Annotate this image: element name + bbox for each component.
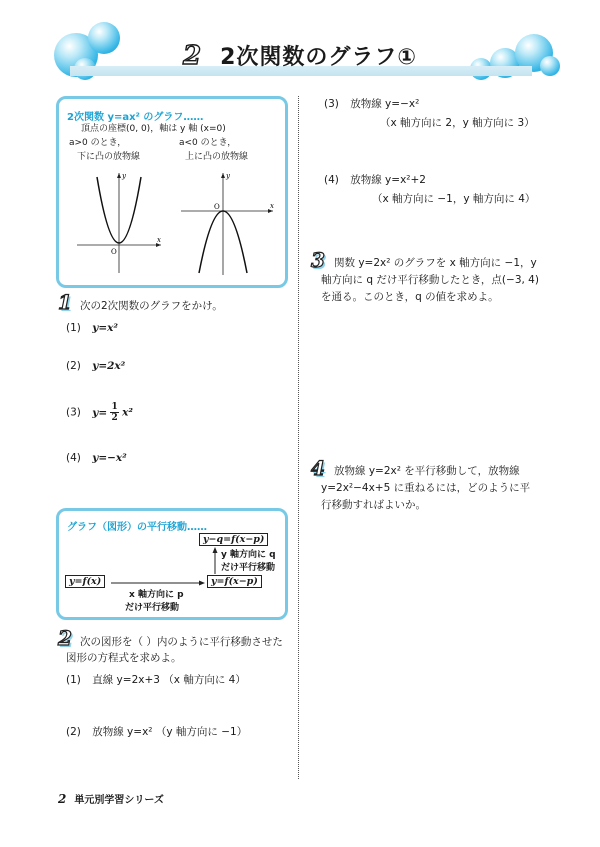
series-name: 単元別学習シリーズ bbox=[74, 795, 164, 806]
q1-item-1 bbox=[66, 320, 118, 336]
formula-final: y−q=f(x−p) bbox=[199, 533, 268, 546]
y-shift-line-1: y 軸方向に q bbox=[221, 550, 276, 560]
vertex-axis-note: 頂点の座標(0, 0)，軸は y 軸 (x=0) bbox=[81, 124, 226, 134]
question-number-1: 1 bbox=[58, 290, 72, 314]
q2-item-3-condition: （x 軸方向に 2，y 軸方向に 3） bbox=[380, 117, 535, 129]
item-expr: 放物線 y=−x² bbox=[350, 98, 420, 110]
svg-text:O: O bbox=[111, 248, 117, 256]
question-4-text-3: 行移動すればよいか。 bbox=[321, 499, 426, 511]
x-shift-line-1: x 軸方向に p bbox=[129, 590, 184, 600]
question-2-text-1: 次の図形を（ ）内のように平行移動させた bbox=[80, 636, 283, 648]
graph-upward-parabola bbox=[69, 169, 167, 277]
cond-positive: a>0 のとき， bbox=[69, 138, 127, 148]
item-label: (3) bbox=[66, 406, 81, 419]
desc-negative: 上に凸の放物線 bbox=[185, 152, 249, 162]
chapter-number: 2 bbox=[182, 41, 203, 71]
q2-item-4-condition: （x 軸方向に −1，y 軸方向に 4） bbox=[372, 193, 536, 205]
translation-arrows bbox=[59, 511, 285, 617]
page-footer bbox=[58, 791, 164, 806]
box-heading: グラフ（図形）の平行移動…… bbox=[67, 522, 207, 533]
item-expr-post: x² bbox=[122, 406, 133, 419]
item-expr-pre: y= bbox=[92, 406, 108, 419]
item-label: (1) bbox=[66, 322, 81, 334]
q1-item-2 bbox=[66, 358, 125, 374]
q1-item-4 bbox=[66, 450, 127, 466]
item-label: (1) bbox=[66, 674, 81, 686]
question-2-text-2: 図形の方程式を求めよ。 bbox=[66, 652, 182, 664]
summary-box-quadratic bbox=[56, 96, 288, 288]
item-label: (3) bbox=[324, 98, 339, 110]
question-number-3: 3 bbox=[311, 248, 325, 272]
svg-text:x: x bbox=[270, 202, 274, 210]
desc-positive: 下に凸の放物線 bbox=[77, 152, 141, 162]
chapter-title: 2次関数のグラフ① bbox=[220, 45, 418, 70]
question-number-4: 4 bbox=[311, 456, 325, 480]
question-4-text-2: y=2x²−4x+5 に重ねるには，どのように平 bbox=[321, 482, 531, 494]
question-3-text-2: 軸方向に q だけ平行移動したとき，点(−3, 4) bbox=[321, 274, 539, 286]
svg-text:O: O bbox=[214, 203, 220, 211]
item-expr: y=x² bbox=[92, 322, 118, 334]
svg-text:y: y bbox=[226, 172, 230, 180]
question-3-text-1: 関数 y=2x² のグラフを x 軸方向に −1，y bbox=[334, 257, 537, 269]
item-label: (4) bbox=[66, 452, 81, 464]
item-expr: 放物線 y=x²+2 bbox=[350, 174, 426, 186]
fraction-numerator: 1 bbox=[111, 402, 118, 412]
q2-item-3 bbox=[324, 96, 419, 112]
item-expr: y=−x² bbox=[92, 452, 127, 464]
formula-start: y=f(x) bbox=[65, 575, 105, 588]
graph-downward-parabola bbox=[175, 169, 279, 277]
item-label: (2) bbox=[66, 726, 81, 738]
fraction-denominator: 2 bbox=[111, 413, 118, 423]
formula-mid: y=f(x−p) bbox=[207, 575, 262, 588]
summary-box-translation bbox=[56, 508, 288, 620]
svg-text:y: y bbox=[122, 172, 126, 180]
page-title bbox=[0, 40, 600, 71]
question-number-2: 2 bbox=[58, 626, 72, 650]
q2-item-4 bbox=[324, 172, 426, 188]
q2-item-2 bbox=[66, 724, 247, 740]
item-label: (2) bbox=[66, 360, 81, 372]
cond-negative: a<0 のとき， bbox=[179, 138, 237, 148]
fraction bbox=[110, 402, 118, 423]
item-expr: y=2x² bbox=[92, 360, 126, 372]
column-divider bbox=[298, 96, 299, 779]
y-shift-line-2: だけ平行移動 bbox=[221, 563, 276, 573]
q2-item-1 bbox=[66, 672, 246, 688]
box-heading: 2次関数 y=ax² のグラフ…… bbox=[67, 112, 204, 123]
item-expr: 直線 y=2x+3 （x 軸方向に 4） bbox=[92, 674, 246, 686]
question-3-text-3: を通る。このとき，q の値を求めよ。 bbox=[321, 291, 499, 303]
q1-item-3 bbox=[66, 402, 133, 423]
page-number: 2 bbox=[58, 792, 67, 806]
svg-text:x: x bbox=[157, 236, 161, 244]
item-expr: 放物線 y=x² （y 軸方向に −1） bbox=[92, 726, 248, 738]
x-shift-line-2: だけ平行移動 bbox=[125, 603, 180, 613]
item-label: (4) bbox=[324, 174, 339, 186]
question-1-text: 次の2次関数のグラフをかけ。 bbox=[80, 300, 223, 312]
question-4-text-1: 放物線 y=2x² を平行移動して，放物線 bbox=[334, 465, 520, 477]
